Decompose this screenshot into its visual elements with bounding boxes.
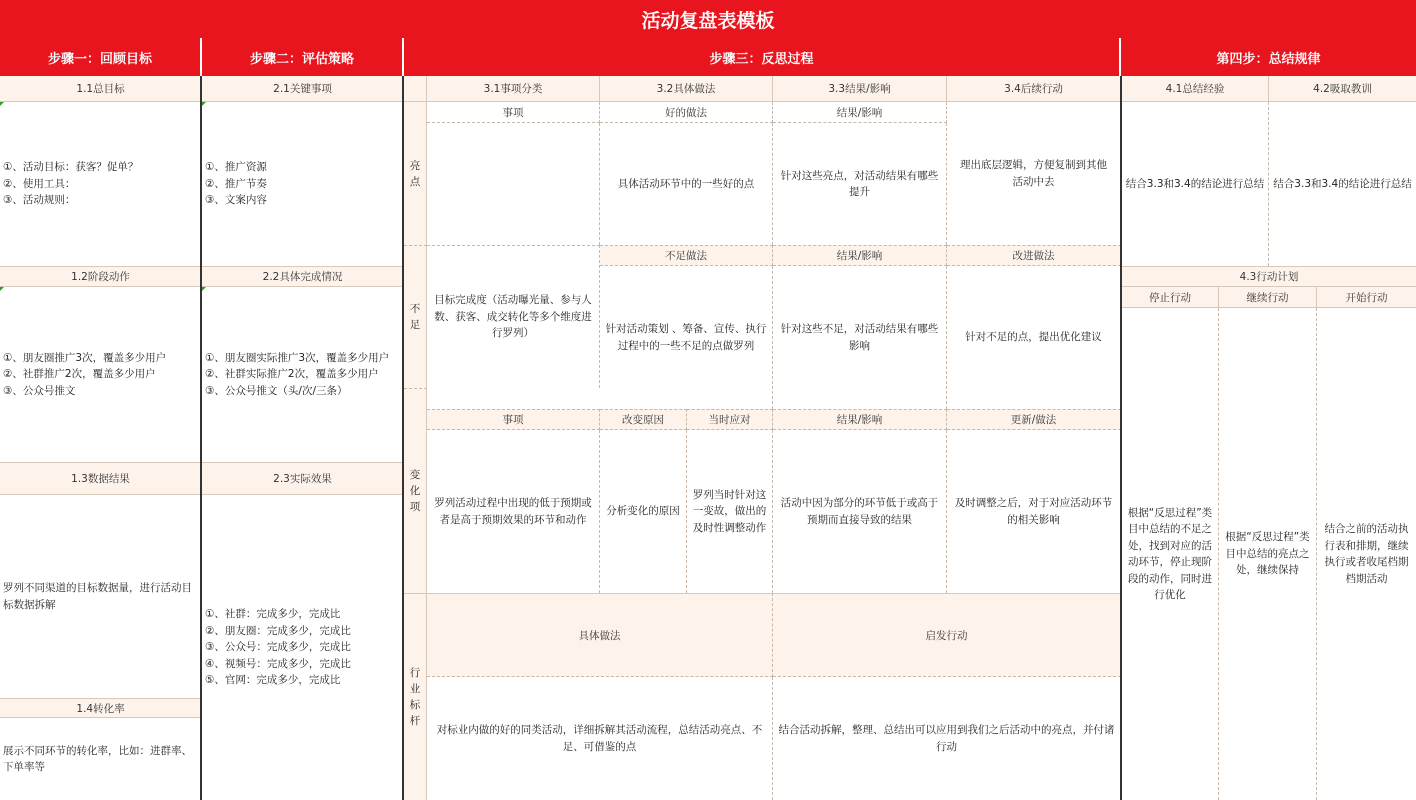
highlight-result-subheader: 结果/影响 — [773, 102, 947, 123]
conversion-header: 1.4转化率 — [0, 698, 202, 718]
change-reason-subheader: 改变原因 — [600, 409, 687, 430]
benchmark-inspire-cell: 结合活动拆解，整理、总结出可以应用到我们之后活动中的亮点，并付诸行动 — [773, 677, 1121, 800]
step-1-header: 步骤一：回顾目标 — [0, 38, 202, 76]
corner-blank — [404, 76, 427, 102]
step-2-header: 步骤二：评估策略 — [202, 38, 404, 76]
highlight-action-cell: 理出底层逻辑，方便复制到其他活动中去 — [947, 102, 1121, 245]
change-result-cell: 活动中因为部分的环节低于或高于预期而直接导致的结果 — [773, 430, 947, 593]
good-practice-subheader: 好的做法 — [600, 102, 773, 123]
shortfall-label: 不 足 — [404, 245, 427, 388]
continue-action-header: 继续行动 — [1219, 287, 1317, 308]
update-subheader: 更新/做法 — [947, 409, 1121, 430]
stop-action-header: 停止行动 — [1122, 287, 1219, 308]
start-action-cell: 结合之前的活动执行表和排期，继续执行或者收尾档期档期活动 — [1324, 523, 1409, 585]
improve-cell: 针对不足的点，提出优化建议 — [947, 266, 1121, 409]
change-reason-cell: 分析变化的原因 — [600, 430, 687, 593]
update-cell: 及时调整之后，对于对应活动环节的相关影响 — [947, 430, 1121, 593]
highlight-result-cell: 针对这些亮点，对活动结果有哪些提升 — [773, 123, 947, 245]
shortfall-result-cell: 针对这些不足，对活动结果有哪些影响 — [773, 266, 947, 409]
improve-subheader: 改进做法 — [947, 245, 1121, 266]
method-header: 3.2具体做法 — [600, 76, 773, 102]
phase-actions-cell: ①、朋友圈推广3次，覆盖多少用户 ②、社群推广2次，覆盖多少用户 ③、公众号推文 — [3, 351, 167, 397]
start-action-header: 开始行动 — [1317, 287, 1416, 308]
benchmark-inspire-subheader: 启发行动 — [773, 593, 1121, 677]
continue-action-cell: 根据“反思过程”类目中总结的亮点之处，继续保持 — [1219, 308, 1317, 800]
actual-effect-cell: ①、社群：完成多少，完成比 ②、朋友圈：完成多少，完成比 ③、公众号：完成多少，完成比 ④、视频号：完成多少，完成比 ⑤、官网：完成多少，完成比 — [205, 608, 351, 687]
result-header: 3.3结果/影响 — [773, 76, 947, 102]
bad-practice-subheader: 不足做法 — [600, 245, 773, 266]
step-3-header: 步骤三：反思过程 — [404, 38, 1121, 76]
category-header: 3.1事项分类 — [427, 76, 600, 102]
completion-cell: ①、朋友圈实际推广3次，覆盖多少用户 ②、社群实际推广2次，覆盖多少用户 ③、公众号推文（头/次/三条） — [205, 351, 390, 397]
shortfall-result-subheader: 结果/影响 — [773, 245, 947, 266]
conversion-cell: 展示不同环节的转化率，比如：进群率、下单率等 — [3, 744, 192, 773]
good-practice-cell: 具体活动环节中的一些好的点 — [600, 123, 773, 245]
data-result-header: 1.3数据结果 — [0, 462, 202, 495]
phase-actions-header: 1.2阶段动作 — [0, 266, 202, 287]
page-title: 活动复盘表模板 — [0, 0, 1416, 38]
key-items-cell: ①、推广资源 ②、推广节奏 ③、文案内容 — [205, 161, 267, 207]
benchmark-label: 行 业 标 杆 — [404, 593, 427, 800]
goal-header: 1.1总目标 — [0, 76, 202, 102]
change-result-subheader: 结果/影响 — [773, 409, 947, 430]
completion-header: 2.2具体完成情况 — [202, 266, 404, 287]
benchmark-method-cell: 对标业内做的好的同类活动，详细拆解其活动流程，总结活动亮点、不足、可借鉴的点 — [427, 677, 773, 800]
data-result-cell: 罗列不同渠道的目标数据量，进行活动目标数据拆解 — [3, 582, 192, 611]
action-plan-header: 4.3行动计划 — [1122, 266, 1416, 287]
follow-up-header: 3.4后续行动 — [947, 76, 1121, 102]
highlight-label: 亮 点 — [404, 102, 427, 245]
item-subheader: 事项 — [427, 102, 600, 123]
highlight-item-cell — [427, 123, 600, 245]
goal-completion-cell: 目标完成度（活动曝光量、参与人数、获客、成交转化等多个维度进行罗列） — [427, 245, 600, 388]
goal-cell: ①、活动目标：获客？促单？ ②、使用工具： ③、活动规则： — [3, 161, 139, 207]
lesson-cell: 结合3.3和3.4的结论进行总结 — [1273, 177, 1412, 190]
step-4-header: 第四步：总结规律 — [1121, 38, 1416, 76]
experience-header: 4.1总结经验 — [1122, 76, 1269, 102]
lesson-header: 4.2吸取教训 — [1269, 76, 1416, 102]
stop-action-cell: 根据“反思过程”类目中总结的不足之处，找到对应的活动环节，停止现阶段的动作，同时进行优化 — [1122, 308, 1219, 800]
experience-cell: 结合3.3和3.4的结论进行总结 — [1122, 102, 1269, 266]
response-subheader: 当时应对 — [687, 409, 773, 430]
change-label: 变 化 项 — [404, 388, 427, 593]
actual-effect-header: 2.3实际效果 — [202, 462, 404, 495]
change-item-cell: 罗列活动过程中出现的低于预期或者是高于预期效果的环节和动作 — [427, 430, 600, 593]
benchmark-method-subheader: 具体做法 — [427, 593, 773, 677]
key-items-header: 2.1关键事项 — [202, 76, 404, 102]
change-item-subheader: 事项 — [427, 409, 600, 430]
response-cell: 罗列当时针对这一变故，做出的及时性调整动作 — [687, 430, 773, 593]
bad-practice-cell: 针对活动策划 、筹备、宣传、执行过程中的一些不足的点做罗列 — [600, 266, 773, 409]
